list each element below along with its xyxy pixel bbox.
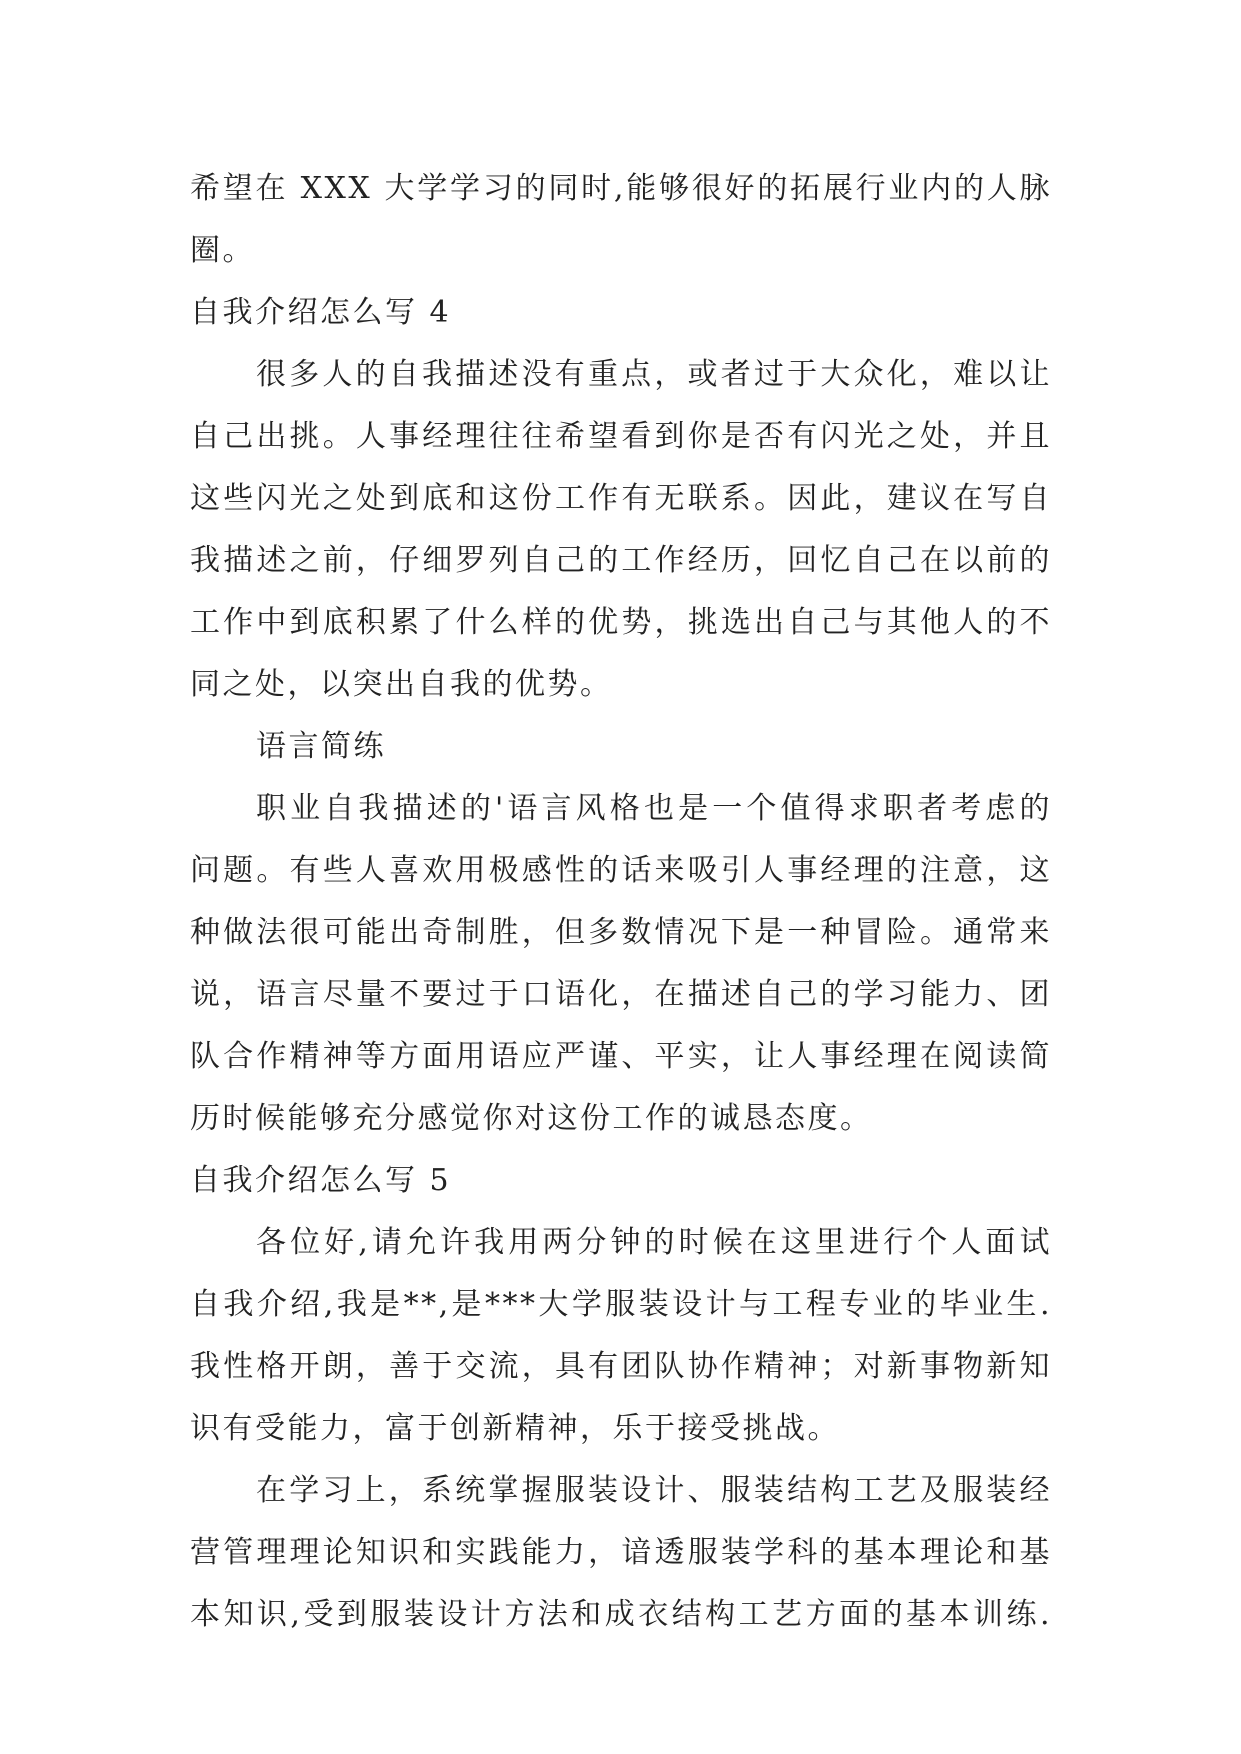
text-line: 各位好,请允许我用两分钟的时候在这里进行个人面试 bbox=[256, 1225, 1052, 1260]
text-line: 我性格开朗，善于交流，具有团队协作精神；对新事物新知 bbox=[190, 1349, 1052, 1384]
text-line: 职业自我描述的'语言风格也是一个值得求职者考虑的 bbox=[256, 791, 1052, 826]
text-line: 说，语言尽量不要过于口语化，在描述自己的学习能力、团 bbox=[190, 977, 1052, 1012]
text-line: 很多人的自我描述没有重点，或者过于大众化，难以让 bbox=[256, 357, 1052, 392]
text-line: 识有受能力，富于创新精神，乐于接受挑战。 bbox=[190, 1411, 840, 1446]
text-line: 希望在 XXX 大学学习的同时,能够很好的拓展行业内的人脉 bbox=[190, 171, 1052, 206]
text-line: 圈。 bbox=[190, 233, 255, 268]
text-line: 自我介绍怎么写 5 bbox=[190, 1163, 452, 1198]
text-line: 我描述之前，仔细罗列自己的工作经历，回忆自己在以前的 bbox=[190, 543, 1052, 578]
document-body bbox=[190, 158, 1052, 1646]
text-line: 自己出挑。人事经理往往希望看到你是否有闪光之处，并且 bbox=[190, 419, 1052, 454]
text-line: 在学习上，系统掌握服装设计、服装结构工艺及服装经 bbox=[256, 1473, 1052, 1508]
text-line: 工作中到底积累了什么样的优势，挑选出自己与其他人的不 bbox=[190, 605, 1052, 640]
text-line: 自我介绍怎么写 4 bbox=[190, 295, 452, 330]
text-line: 语言简练 bbox=[256, 729, 386, 764]
text-line: 问题。有些人喜欢用极感性的话来吸引人事经理的注意，这 bbox=[190, 853, 1052, 888]
text-line: 同之处，以突出自我的优势。 bbox=[190, 667, 613, 702]
text-line: 队合作精神等方面用语应严谨、平实，让人事经理在阅读简 bbox=[190, 1039, 1052, 1074]
text-line: 营管理理论知识和实践能力，谙透服装学科的基本理论和基 bbox=[190, 1535, 1052, 1570]
text-line: 这些闪光之处到底和这份工作有无联系。因此，建议在写自 bbox=[190, 481, 1052, 516]
text-line: 本知识,受到服装设计方法和成衣结构工艺方面的基本训练. bbox=[190, 1597, 1052, 1632]
text-line: 自我介绍,我是**,是***大学服装设计与工程专业的毕业生. bbox=[190, 1287, 1052, 1322]
text-line: 历时候能够充分感觉你对这份工作的诚恳态度。 bbox=[190, 1101, 873, 1136]
text-line: 种做法很可能出奇制胜，但多数情况下是一种冒险。通常来 bbox=[190, 915, 1052, 950]
